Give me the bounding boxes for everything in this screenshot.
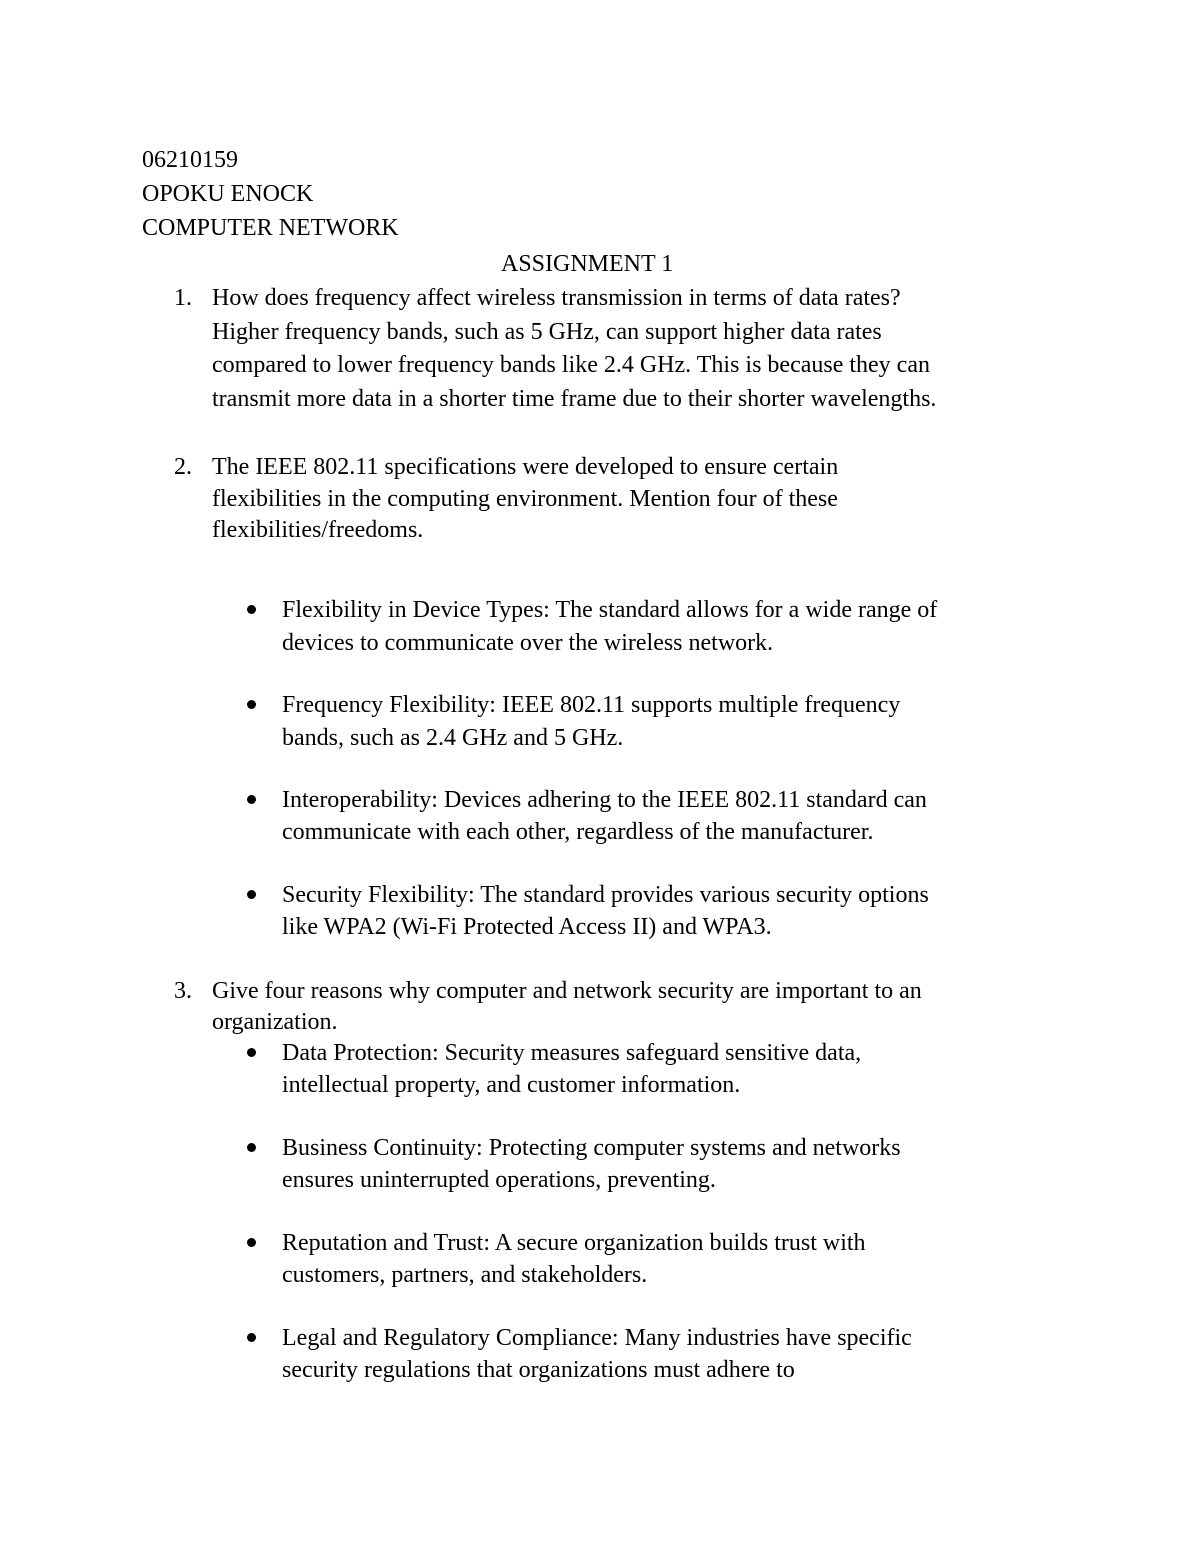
list-item-text: Frequency Flexibility: IEEE 802.11 supports multiple frequency — [282, 692, 901, 718]
student-name: OPOKU ENOCK — [142, 181, 314, 207]
bullet-icon — [247, 1333, 256, 1342]
question-line: The IEEE 802.11 specifications were developed to ensure certain — [212, 454, 839, 480]
question-line: organization. — [212, 1009, 338, 1035]
question-number: 2. — [174, 454, 192, 480]
question-number: 3. — [174, 978, 192, 1004]
question-line: compared to lower frequency bands like 2.4 GHz. This is because they can — [212, 352, 930, 378]
list-item-text: devices to communicate over the wireless network. — [282, 630, 774, 656]
list-item-text: intellectual property, and customer information. — [282, 1072, 741, 1098]
list-item-text: bands, such as 2.4 GHz and 5 GHz. — [282, 725, 624, 751]
list-item-text: Interoperability: Devices adhering to the IEEE 802.11 standard can — [282, 787, 927, 813]
bullet-icon — [247, 1143, 256, 1152]
question-line: flexibilities/freedoms. — [212, 517, 424, 543]
course-name: COMPUTER NETWORK — [142, 215, 399, 241]
bullet-icon — [247, 1238, 256, 1247]
list-item-text: customers, partners, and stakeholders. — [282, 1262, 648, 1288]
student-id: 06210159 — [142, 147, 238, 173]
list-item-text: communicate with each other, regardless of the manufacturer. — [282, 819, 874, 845]
bullet-icon — [247, 795, 256, 804]
list-item-text: like WPA2 (Wi-Fi Protected Access II) and WPA3. — [282, 914, 772, 940]
question-line: How does frequency affect wireless transmission in terms of data rates? — [212, 285, 901, 311]
bullet-icon — [247, 605, 256, 614]
list-item-text: security regulations that organizations must adhere to — [282, 1357, 795, 1383]
assignment-title: ASSIGNMENT 1 — [501, 251, 674, 277]
list-item-text: Business Continuity: Protecting computer systems and networks — [282, 1135, 901, 1161]
bullet-icon — [247, 1048, 256, 1057]
list-item-text: Data Protection: Security measures safeguard sensitive data, — [282, 1040, 862, 1066]
list-item-text: Flexibility in Device Types: The standard allows for a wide range of — [282, 597, 938, 623]
list-item-text: Security Flexibility: The standard provides various security options — [282, 882, 929, 908]
bullet-icon — [247, 700, 256, 709]
bullet-icon — [247, 890, 256, 899]
question-line: flexibilities in the computing environment. Mention four of these — [212, 486, 838, 512]
list-item-text: Legal and Regulatory Compliance: Many industries have specific — [282, 1325, 912, 1351]
question-number: 1. — [174, 285, 192, 311]
list-item-text: ensures uninterrupted operations, preventing. — [282, 1167, 716, 1193]
list-item-text: Reputation and Trust: A secure organization builds trust with — [282, 1230, 866, 1256]
question-line: transmit more data in a shorter time frame due to their shorter wavelengths. — [212, 386, 937, 412]
question-line: Give four reasons why computer and network security are important to an — [212, 978, 922, 1004]
question-line: Higher frequency bands, such as 5 GHz, can support higher data rates — [212, 319, 882, 345]
